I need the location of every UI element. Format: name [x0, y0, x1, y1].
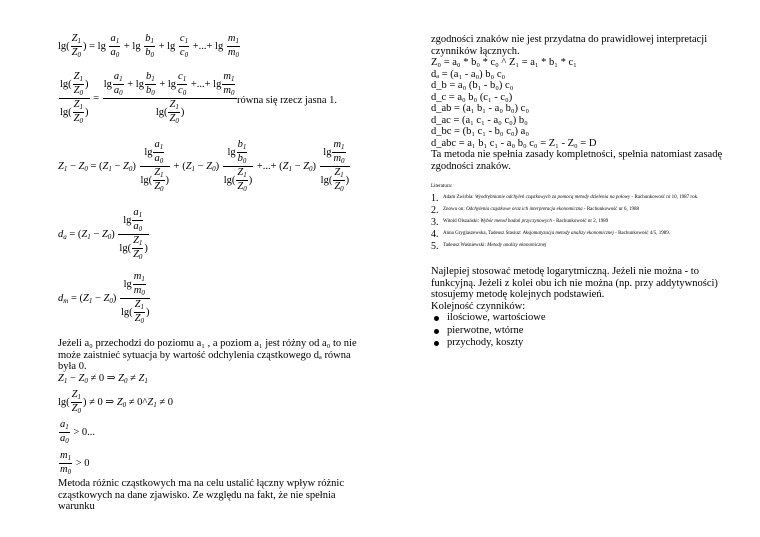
factor-order-list	[431, 312, 731, 350]
intro-text: zgodności znaków nie jest przydatna do prawidłowej interpretacji czynników łącznych.	[431, 34, 708, 57]
literature-item: 4. Anna Gryglaszewska, Tadeusz Stasiuz: Aksjomatyzacja metody analizy ekonomicznej - Rachunkowość 4/5, 1989.	[431, 228, 671, 240]
formula-difference-expansion: $Z_1 - Z_0 = (Z_1 - Z_0)$ lg $\frac{a_1}{a_0}$ lg( $\frac{Z_1}{Z_0}$ ) + $(Z_1 - Z_0)$ lg $\frac{b_1}{b_0}$ lg( $\frac{Z_1}{Z_0}$ ) +...+ $(Z_1 - Z_0)$ lg $\frac{m_1}{m_0}$ lg( $\frac{Z_1}{Z_0}$ )	[58, 139, 350, 193]
literature-item: 1. Adam Zwirbla: Wyodrębnianie odchyleń cząstkowych za pomocą metody dzielenia na połowy - Rachunkowość nr 10, 1987 rok.	[431, 192, 699, 204]
right-column	[431, 34, 731, 350]
formula-line: d_bc = (b₁ c₁ - b₀ c₀) a₀	[431, 126, 529, 137]
order-heading: Kolejność czynników:	[431, 300, 526, 312]
paragraph-method: Metoda różnic cząstkowych ma na celu ustalić łączny wpływ różnic cząstkowych na dane zjawisko. Ze względu na fakt, że nie spełnia warunku	[58, 478, 345, 512]
formula-ratio-equals-one: lg( $\frac{Z_1}{Z_0}$ ) lg( $\frac{Z_1}{Z_0}$ ) = lg $\frac{a_1}{a_0}$ + lg $\frac{b_1}{b_0}$ + lg $\frac{c_1}{c_0}$ +...+ lg $\frac{m_1}{m_0}$ lg( $\frac{Z_1}{Z_0}$ )	[58, 72, 238, 125]
formula-inequality-3: $\frac{a_1}{a_0}$ > 0...	[60, 419, 96, 445]
literature-item: 5. Tadeusz Waśniewski: Metody analizy ekonomicznej	[431, 240, 547, 252]
formula-log-sum: lg( $\frac{Z_1}{Z_0}$ ) = lg $\frac{a_1}{a_0}$ + lg $\frac{b_1}{b_0}$ + lg $\frac{c_1}{c_0}$ +...+ lg $\frac{m_1}{m_0}$	[58, 33, 239, 59]
list-item: przychody, koszty	[431, 337, 731, 350]
conclusion-text: Najlepiej stosować metodę logarytmiczną. Jeżeli nie można - to funkcyjną. Jeżeli z kolei obu ich nie można (np. przy addytywności) stosujemy metodę kolejnych podstawień.	[431, 266, 718, 300]
literature-list	[431, 192, 731, 252]
literature-item: 3. Witold Olszański: Wybór metod badań przyczynowych - Rachunkowość nr 2, 1989	[431, 216, 609, 228]
paragraph-condition: Jeżeli a₀ przechodzi do poziomu a₁ , a poziom a₁ jest różny od a₀ to nie może zaistnieć sytuacja by wartość odchylenia cząstkowego dₐ równa była 0.	[58, 338, 357, 372]
literature-item: 2. Znowu on: Odchylenia cząstkowe oraz ich interpretacja ekonomiczna - Rachunkowość nr 6, 1988	[431, 204, 640, 216]
formula-line: d_c = a₀ b₀ (c₁ - c₀)	[431, 91, 513, 103]
literature-heading: Literatura:	[431, 184, 453, 189]
list-item: ilościowe, wartościowe	[431, 312, 731, 325]
formula-deviation-a: $d_a = (Z_1 - Z_0)$ lg $\frac{a_1}{a_0}$ lg( $\frac{Z_1}{Z_0}$ )	[58, 207, 148, 261]
formula-line: Z₀ = a₀ * b₀ * c₀ ^ Z₁ = a₁ * b₁ * c₁	[431, 57, 577, 68]
formula-description: równa się rzecz jasna 1.	[237, 95, 337, 106]
formula-line: d_ab = (a₁ b₁ - a₀ b₀) c₀	[431, 103, 529, 114]
summary-text: Ta metoda nie spełnia zasady kompletności, spełnia natomiast zasadę zgodności znaków.	[431, 149, 723, 172]
formula-inequality-1: $Z_1 - Z_0 \ne 0$ ⇒ $Z_0 \ne Z_1$	[58, 373, 148, 385]
formula-line: d_ac = (a₁ c₁ - a₀ c₀) b₀	[431, 114, 528, 126]
formula-inequality-4: $\frac{m_1}{m_0}$ > 0	[60, 450, 90, 476]
formula-inequality-2: lg( $\frac{Z_1}{Z_0}$ ) ≠ 0 ⇒ $Z_0$ ≠ $0\^{}Z_1 \ne 0$	[58, 389, 173, 415]
formula-line: d_abc = a₁ b₁ c₁ - a₀ b₀ c₀ = Z₁ - Z₀ = D	[431, 137, 597, 149]
formula-deviation-m: $d_m = (Z_1 - Z_0)$ lg $\frac{m_1}{m_0}$ lg( $\frac{Z_1}{Z_0}$ )	[58, 271, 150, 325]
formula-line: dₐ = (a₁ - a₀) b₀ c₀	[431, 68, 506, 80]
formula-line: d_b = a₀ (b₁ - b₀) c₀	[431, 80, 514, 91]
list-item: pierwotne, wtórne	[431, 325, 731, 338]
